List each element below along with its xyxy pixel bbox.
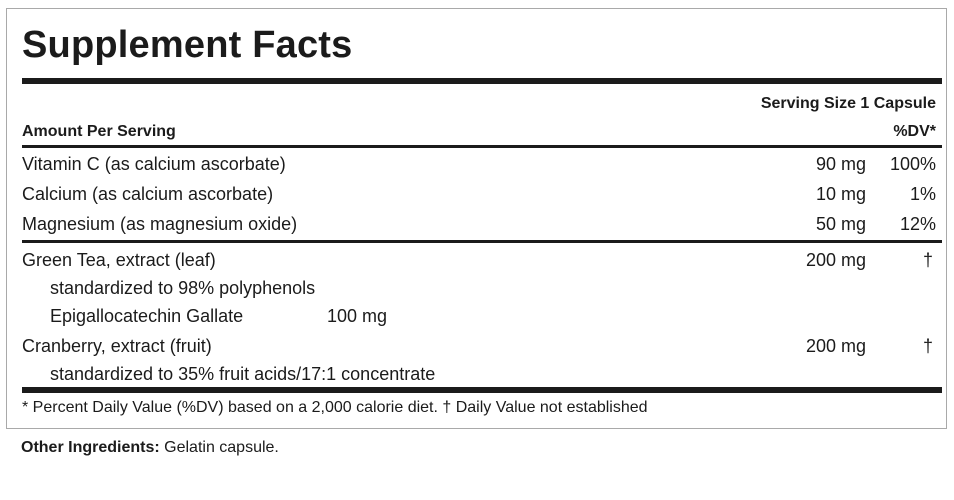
extract-name: Green Tea, extract (leaf) [22,250,216,270]
extract-dv: † [922,336,933,356]
extract-constituent-name: Epigallocatechin Gallate [50,306,244,326]
extract-amount: 200 mg [805,250,866,270]
other-ingredients [21,437,279,459]
extract-standardization: standardized to 35% fruit acids/17:1 concentrate [50,364,436,384]
nutrient-amount: 50 mg [815,214,866,234]
extract-name: Cranberry, extract (fruit) [22,336,212,356]
nutrient-amount: 90 mg [815,154,866,174]
footer-rule [22,387,942,393]
other-ingredients-value: Gelatin capsule. [164,439,279,456]
dv-footnote: * Percent Daily Value (%DV) based on a 2,000 calorie diet. † Daily Value not established [22,399,648,416]
dv-header: %DV* [893,123,936,140]
panel-title: Supplement Facts [22,24,353,66]
nutrient-name: Calcium (as calcium ascorbate) [22,184,274,204]
supplement-facts-panel [6,8,947,429]
header-rule [22,145,942,148]
nutrient-dv: 1% [909,184,936,204]
extract-amount: 200 mg [805,336,866,356]
nutrient-dv: 12% [899,214,936,234]
serving-size: Serving Size 1 Capsule [760,95,936,112]
extract-dv: † [922,250,933,270]
amount-per-serving-header: Amount Per Serving [22,123,176,140]
extract-standardization: standardized to 98% polyphenols [50,278,316,298]
nutrient-amount: 10 mg [815,184,866,204]
nutrient-name: Magnesium (as magnesium oxide) [22,214,298,234]
nutrient-name: Vitamin C (as calcium ascorbate) [22,154,286,174]
nutrient-dv: 100% [889,154,936,174]
other-ingredients-label: Other Ingredients: [21,439,160,456]
extract-constituent-amount: 100 mg [327,306,388,326]
title-rule [22,78,942,84]
section-rule [22,240,942,243]
